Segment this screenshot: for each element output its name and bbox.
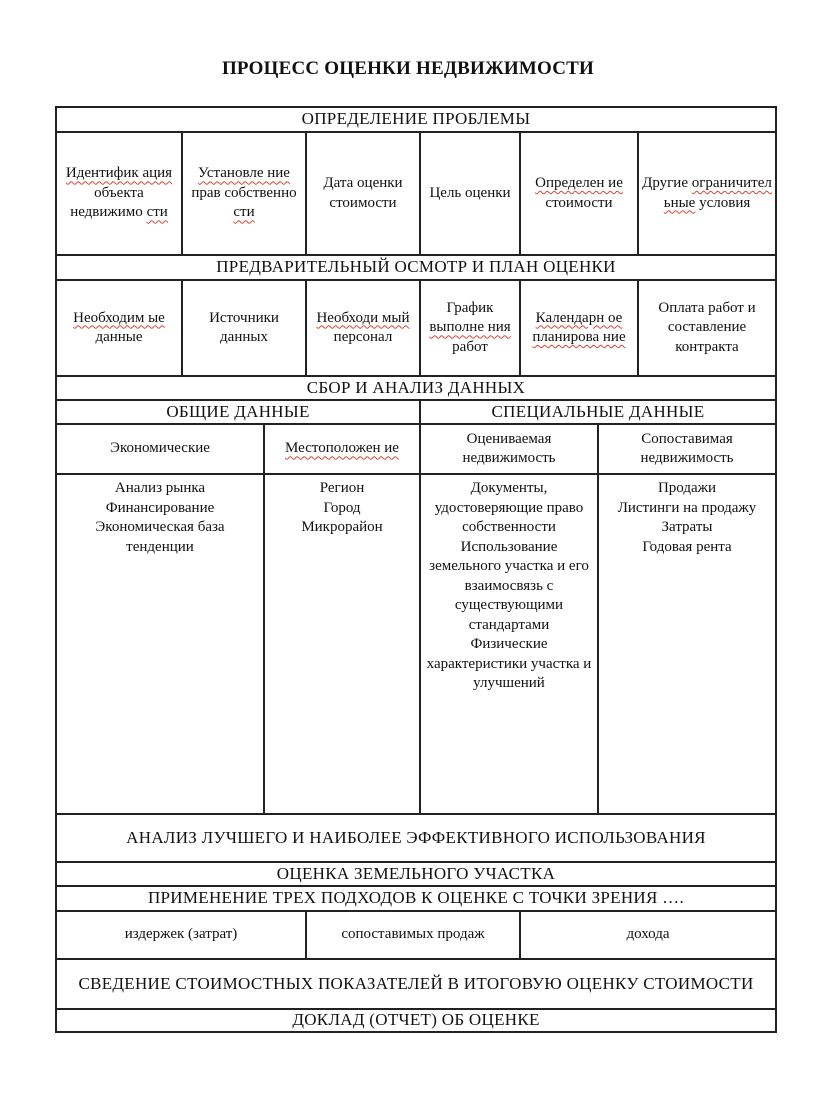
list-item: тенденции	[126, 538, 194, 555]
approach-sales-comparison: сопоставимых продаж	[307, 912, 521, 958]
cell-data-sources	[183, 281, 307, 375]
cell-text-part: Цель оценки	[429, 184, 511, 201]
page-title: ПРОЦЕСС ОЦЕНКИ НЕДВИЖИМОСТИ	[221, 58, 595, 79]
list-text	[424, 479, 594, 694]
cell-text	[310, 174, 416, 213]
cell-text-part: Экономические	[110, 440, 210, 457]
list-item: Анализ рынка	[114, 480, 206, 496]
cell-text	[524, 174, 634, 213]
section-header-row	[57, 960, 775, 1010]
cell-text	[642, 174, 772, 213]
spellcheck-flagged-text: сти	[146, 204, 168, 221]
cell-text-part: прав собственно	[191, 184, 297, 201]
cell-text-part: Оплата работ и составление контракта	[658, 299, 756, 355]
section-header-row	[57, 377, 775, 401]
cell-other-constraints	[639, 133, 775, 254]
list-item: Листинги на продажу	[617, 499, 757, 516]
subheader-comparable-property	[599, 425, 775, 473]
cell-required-data	[57, 281, 183, 375]
list-item: Продажи	[657, 480, 717, 496]
problem-definition-row	[57, 133, 775, 256]
cell-rights-establishment	[183, 133, 307, 254]
data-details-row	[57, 475, 775, 815]
section-header-row	[57, 887, 775, 912]
data-type-header-row	[57, 401, 775, 425]
spellcheck-flagged-text: Календарн ое планирова ние	[532, 309, 626, 345]
approach-cost: издержек (затрат)	[57, 912, 307, 958]
cell-text	[60, 164, 178, 223]
section-header-land-valuation: ОЦЕНКА ЗЕМЕЛЬНОГО УЧАСТКА	[276, 863, 556, 883]
cell-text-part: Другие	[642, 175, 692, 191]
cell-text-part: стоимости	[545, 194, 613, 211]
cell-text	[285, 439, 399, 459]
spellcheck-flagged-text: выполне ния	[429, 319, 511, 336]
section-header-data-collection: СБОР И АНАЛИЗ ДАННЫХ	[306, 377, 526, 397]
cell-text-part: Источники данных	[209, 309, 279, 345]
list-text	[95, 479, 224, 557]
section-header-preliminary-inspection: ПРЕДВАРИТЕЛЬНЫЙ ОСМОТР И ПЛАН ОЦЕНКИ	[216, 257, 616, 277]
list-item: Годовая рента	[642, 538, 732, 555]
spellcheck-flagged-text: сти	[233, 204, 255, 221]
spellcheck-flagged-text: Необходим ые	[73, 309, 165, 326]
cell-text-part: данные	[95, 329, 143, 345]
cell-text-part: объекта недвижимо	[70, 184, 147, 221]
cell-text-part: Дата оценки стоимости	[323, 175, 403, 211]
section-header-row	[57, 108, 775, 133]
subheader-economic	[57, 425, 265, 473]
section-header-best-use: АНАЛИЗ ЛУЧШЕГО И НАИБОЛЕЕ ЭФФЕКТИВНОГО ИСПОЛЬЗОВАНИЯ	[126, 827, 706, 847]
economic-data-list	[57, 475, 265, 813]
cell-text-part: условия	[695, 194, 751, 211]
section-header-report: ДОКЛАД (ОТЧЕТ) ОБ ОЦЕНКЕ	[292, 1010, 540, 1030]
process-table	[55, 106, 777, 1033]
cell-work-schedule	[421, 281, 521, 375]
section-header-three-approaches: ПРИМЕНЕНИЕ ТРЕХ ПОДХОДОВ К ОЦЕНКЕ С ТОЧКИ ЗРЕНИЯ ….	[147, 888, 685, 908]
cell-text	[524, 309, 634, 348]
data-subheader-row	[57, 425, 775, 475]
list-item: Экономическая база	[95, 519, 225, 535]
location-data-list	[265, 475, 421, 813]
section-header-problem-definition: ОПРЕДЕЛЕНИЕ ПРОБЛЕМЫ	[301, 109, 531, 129]
subheader-subject-property	[421, 425, 599, 473]
spellcheck-flagged-text: Идентифик ация	[65, 165, 173, 182]
subject-property-data-list	[421, 475, 599, 813]
cell-text-part: Сопоставимая недвижимость	[640, 430, 734, 466]
cell-calendar-planning	[521, 281, 639, 375]
cell-text	[424, 299, 516, 358]
section-header-row	[57, 256, 775, 281]
spellcheck-flagged-text: Определен ие	[535, 175, 623, 191]
cell-text	[186, 309, 302, 348]
cell-valuation-purpose	[421, 133, 521, 254]
cell-valuation-date	[307, 133, 421, 254]
list-item: Документы, удостоверяющие право собственности	[434, 480, 584, 535]
cell-text	[424, 430, 594, 469]
section-header-row	[57, 1010, 775, 1031]
list-item: Использование земельного участка и его взаимосвязь с существующими стандартами	[429, 538, 589, 633]
list-item: Затраты	[661, 519, 713, 535]
approaches-row	[57, 912, 775, 960]
list-text	[301, 479, 382, 538]
approach-income: дохода	[626, 926, 670, 943]
cell-payment-contract	[639, 281, 775, 375]
subheader-location	[265, 425, 421, 473]
section-header-reconciliation: СВЕДЕНИЕ СТОИМОСТНЫХ ПОКАЗАТЕЛЕЙ В ИТОГОВУЮ ОЦЕНКУ СТОИМОСТИ	[78, 973, 754, 993]
list-item: Финансирование	[105, 499, 215, 516]
comparable-property-data-list	[599, 475, 775, 813]
list-text	[618, 479, 757, 557]
cell-required-personnel	[307, 281, 421, 375]
cell-object-identification	[57, 133, 183, 254]
cell-text	[429, 184, 510, 204]
cell-text	[310, 309, 416, 348]
list-item: Регион	[319, 480, 365, 496]
spellcheck-flagged-text: Местоположен ие	[285, 440, 399, 457]
cell-text	[186, 164, 302, 223]
cell-value-definition	[521, 133, 639, 254]
cell-text	[60, 309, 178, 348]
special-data-header: СПЕЦИАЛЬНЫЕ ДАННЫЕ	[491, 401, 705, 421]
spellcheck-flagged-text: Необходи мый	[316, 309, 410, 326]
cell-text	[110, 439, 210, 459]
list-item: Микрорайон	[301, 519, 383, 535]
cell-text-part: работ	[452, 338, 488, 355]
cell-text-part: Оцениваемая недвижимость	[462, 430, 556, 466]
cell-text-part: График	[446, 299, 494, 316]
section-header-row	[57, 863, 775, 887]
cell-text-part: персонал	[333, 329, 393, 345]
general-data-header: ОБЩИЕ ДАННЫЕ	[57, 401, 421, 423]
spellcheck-flagged-text: Установле ние	[198, 165, 290, 182]
spellcheck-flagged-text: ограничител ьные	[663, 175, 772, 211]
list-item: Физические характеристики участка и улучшений	[426, 636, 592, 691]
list-item: Город	[323, 499, 361, 516]
inspection-plan-row	[57, 281, 775, 377]
section-header-row	[57, 815, 775, 863]
cell-text	[602, 430, 772, 469]
cell-text	[642, 299, 772, 358]
